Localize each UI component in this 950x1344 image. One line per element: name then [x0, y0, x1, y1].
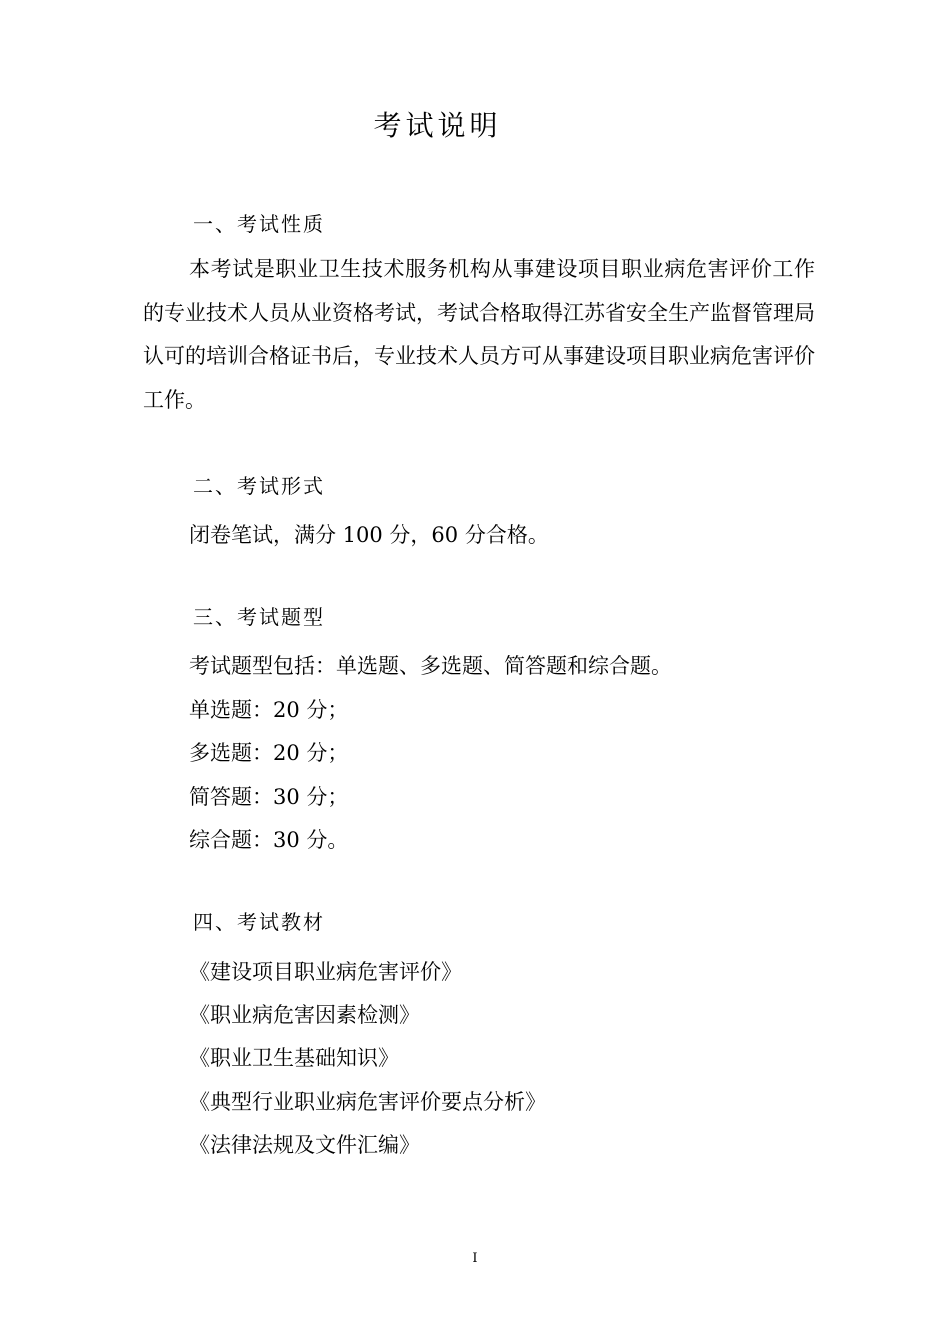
textbook-item: 《职业卫生基础知识》: [189, 1046, 399, 1070]
format-line: 闭卷笔试，满分 100 分，60 分合格。: [189, 523, 549, 547]
section-paragraph-nature: 本考试是职业卫生技术服务机构从事建设项目职业病危害评价工作的专业技术人员从业资格考试，考试合格取得江苏省安全生产监督管理局认可的培训合格证书后，专业技术人员方可从事建设项目职业病危害评价工作。: [143, 257, 815, 412]
textbook-item: 《建设项目职业病危害评价》: [189, 960, 462, 984]
textbook-item: 《典型行业职业病危害评价要点分析》: [189, 1090, 546, 1114]
section-heading-nature: 一、考试性质: [193, 212, 325, 236]
document-title: 考试说明: [373, 109, 502, 142]
question-types-line: 多选题：20 分；: [189, 741, 349, 765]
textbook-item: 《职业病危害因素检测》: [189, 1003, 420, 1027]
question-types-line: 考试题型包括：单选题、多选题、简答题和综合题。: [189, 654, 672, 678]
section-heading-textbooks: 四、考试教材: [193, 910, 325, 934]
section-heading-question-types: 三、考试题型: [193, 605, 325, 629]
question-types-line: 单选题：20 分；: [189, 698, 349, 722]
question-types-line: 简答题：30 分；: [189, 785, 349, 809]
page-number: I: [472, 1251, 478, 1266]
question-types-line: 综合题：30 分。: [189, 828, 349, 852]
section-heading-format: 二、考试形式: [193, 474, 325, 498]
textbook-item: 《法律法规及文件汇编》: [189, 1133, 420, 1157]
